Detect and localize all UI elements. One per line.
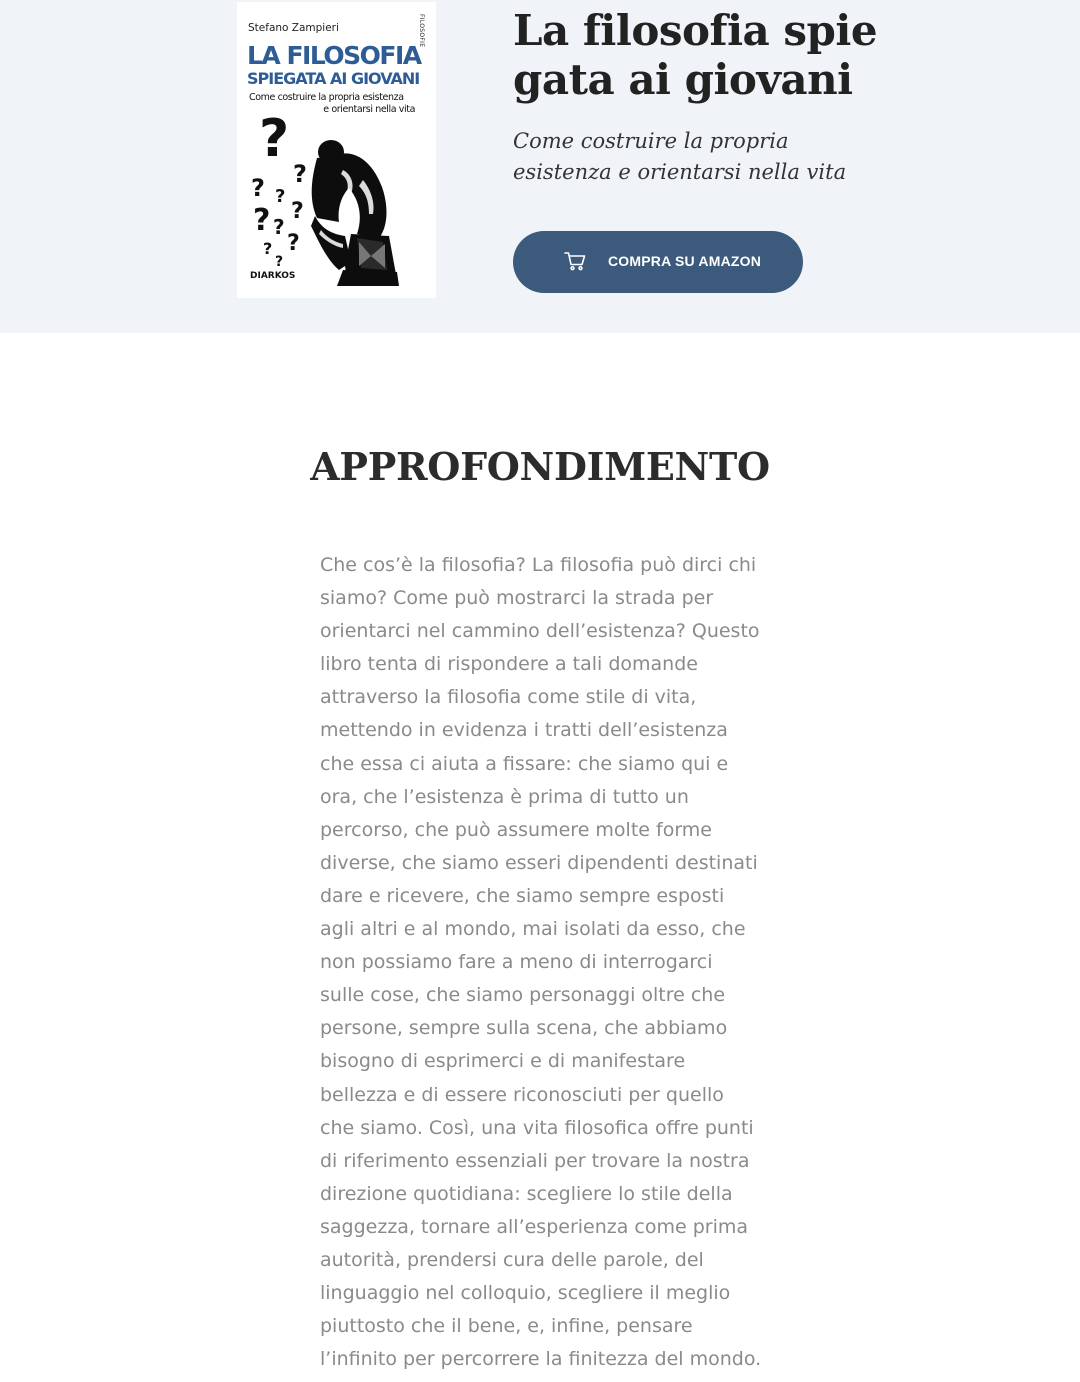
book-description	[320, 549, 768, 1376]
description-line: libro tenta di rispondere a tali domande	[320, 653, 698, 676]
description-line: dare e ricevere, che siamo sempre esposti	[320, 884, 725, 907]
buy-on-amazon-button[interactable]	[513, 231, 803, 293]
buy-button-label: COMPRA SU AMAZON	[608, 253, 762, 269]
description-line: agli altri e al mondo, mai isolati da esso, che	[320, 918, 746, 941]
description-line: direzione quotidiana: scegliere lo stile della	[320, 1182, 733, 1205]
description-line: orientarci nel cammino dell’esistenza? Questo	[320, 620, 760, 643]
description-line: l’infinito per percorrere la finitezza del mondo.	[320, 1348, 762, 1371]
cart-icon	[564, 251, 586, 271]
question-mark-icon: ?	[263, 239, 273, 258]
description-line: ora, che l’esistenza è prima di tutto un	[320, 785, 689, 808]
book-title	[513, 6, 913, 104]
question-mark-icon: ?	[259, 110, 290, 169]
description-line: persone, sempre sulla scena, che abbiamo	[320, 1017, 728, 1040]
book-title-line1: La filosofia spie	[513, 6, 878, 55]
description-line: attraverso la filosofia come stile di vita,	[320, 686, 697, 709]
book-title-line2: gata ai giovani	[513, 55, 853, 104]
cover-publisher-logo: DIARKOS	[250, 271, 296, 281]
description-line: linguaggio nel colloquio, scegliere il meglio	[320, 1282, 731, 1305]
description-line: bellezza e di essere riconosciuti per quello	[320, 1083, 724, 1106]
description-line: diverse, che siamo esseri dipendenti destinati	[320, 851, 758, 874]
cover-series-label: FILOSOFIE	[418, 14, 425, 48]
description-line: siamo? Come può mostrarci la strada per	[320, 587, 714, 610]
description-line: che essa ci aiuta a fissare: che siamo qui e	[320, 752, 729, 775]
question-mark-icon: ?	[251, 174, 265, 202]
cover-author: Stefano Zampieri	[248, 22, 339, 34]
section-heading: APPROFONDIMENTO	[310, 444, 770, 489]
description-line: di riferimento essenziali per trovare la nostra	[320, 1149, 750, 1172]
description-line: mettendo in evidenza i tratti dell’esistenza	[320, 719, 728, 742]
cover-title-line1: LA FILOSOFIA	[247, 41, 421, 70]
question-mark-icon: ?	[293, 160, 307, 188]
book-subtitle	[513, 126, 873, 188]
question-mark-icon: ?	[253, 203, 271, 238]
question-mark-icon: ?	[291, 199, 304, 224]
cover-title-line2: SPIEGATA AI GIOVANI	[247, 69, 420, 88]
description-line: percorso, che può assumere molte forme	[320, 818, 712, 841]
cover-subtitle-line2: e orientarsi nella vita	[323, 103, 415, 115]
question-mark-icon: ?	[275, 254, 284, 270]
thinker-illustration	[247, 110, 427, 290]
description-line: Che cos’è la filosofia? La filosofia può dirci chi	[320, 554, 757, 576]
book-cover-image[interactable]	[237, 2, 436, 298]
book-hero	[0, 0, 1080, 333]
description-line: bisogno di esprimerci e di manifestare	[320, 1050, 686, 1073]
cover-subtitle-line1: Come costruire la propria esistenza	[249, 92, 404, 103]
question-mark-icon: ?	[273, 215, 285, 239]
description-line: sulle cose, che siamo personaggi oltre che	[320, 984, 726, 1007]
description-line: non possiamo fare a meno di interrogarci	[320, 951, 713, 974]
book-subtitle-line2: esistenza e orientarsi nella vita	[513, 160, 847, 184]
description-line: saggezza, tornare all’esperienza come prima	[320, 1215, 749, 1238]
question-mark-icon: ?	[275, 186, 286, 207]
description-line: piuttosto che il bene, e, infine, pensare	[320, 1315, 693, 1338]
book-subtitle-line1: Come costruire la propria	[513, 129, 789, 153]
question-mark-icon: ?	[287, 231, 300, 256]
description-line: che siamo. Così, una vita filosofica offre punti	[320, 1116, 754, 1139]
description-line: autorità, prendersi cura delle parole, del	[320, 1248, 704, 1271]
